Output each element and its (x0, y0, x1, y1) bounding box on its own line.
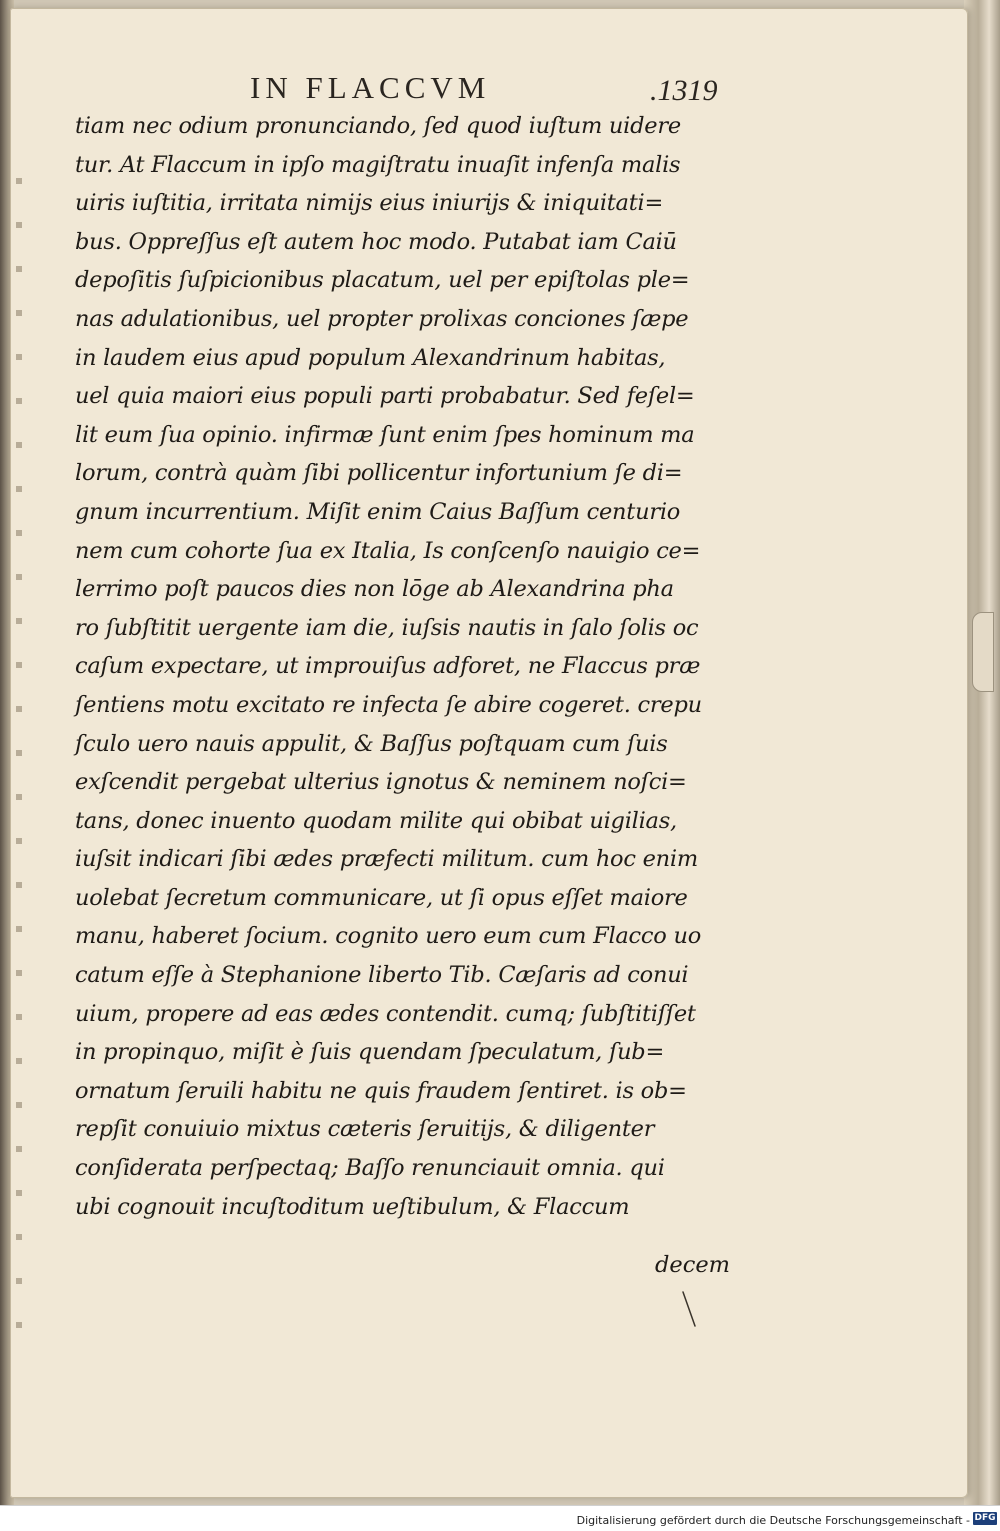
running-head: IN FLACCVM (250, 70, 491, 105)
page-tab-marker (972, 612, 994, 692)
text-line: in propinquo, miſit è ſuis quendam ſpeculatum, ſub= (75, 1039, 665, 1066)
text-line: catum eſſe à Stephanione liberto Tib. Cæſaris ad conui (75, 962, 689, 989)
text-line: ornatum ſeruili habitu ne quis fraudem ſentiret. is ob= (75, 1077, 687, 1104)
body-text (75, 107, 775, 1226)
catchword: decem (655, 1252, 730, 1278)
text-line: exſcendit pergebat ulterius ignotus & neminem noſci= (75, 769, 687, 796)
text-line: ſentiens motu excitato re infecta ſe abire cogeret. crepu (75, 691, 702, 718)
text-line: uium, propere ad eas ædes contendit. cumq; ſubſtitiſſet (75, 1000, 696, 1027)
pen-stroke-mark (680, 1290, 700, 1330)
folio-number: .1319 (650, 74, 718, 107)
text-line: uel quia maiori eius populi parti probabatur. Sed feſel= (75, 383, 695, 410)
dfg-logo-icon: DFG (974, 1513, 996, 1523)
text-line: gnum incurrentium. Miſit enim Caius Baſſum centurio (75, 498, 681, 525)
text-line: nas adulationibus, uel propter prolixas conciones ſæpe (75, 305, 689, 332)
digitization-credit: Digitalisierung gefördert durch die Deutsche Forschungsgemeinschaft - (576, 1514, 970, 1527)
margin-marks (16, 140, 22, 1340)
text-line: uiris iuſtitia, irritata nimijs eius iniurijs & iniquitati= (75, 190, 664, 217)
text-line: nem cum cohorte ſua ex Italia, Is conſcenſo nauigio ce= (75, 537, 701, 564)
page-edges (964, 0, 1000, 1505)
text-line: lerrimo poſt paucos dies non lōge ab Alexandrina pha (75, 576, 674, 603)
text-line: ubi cognouit incuſtoditum ueſtibulum, & Flaccum (75, 1193, 630, 1220)
text-line: lorum, contrà quàm ſibi pollicentur infortunium ſe di= (75, 460, 683, 487)
text-line: conſiderata perſpectaq; Baſſo renunciauit omnia. qui (75, 1155, 665, 1182)
text-line: uolebat ſecretum communicare, ut ſi opus eſſet maiore (75, 884, 688, 911)
text-line: caſum expectare, ut improuiſus adforet, ne Flaccus præ (75, 653, 701, 680)
text-line: repſit conuiuio mixtus cæteris ſeruitijs, & diligenter (75, 1116, 655, 1143)
text-line: manu, haberet ſocium. cognito uero eum cum Flacco uo (75, 923, 701, 950)
text-line: in laudem eius apud populum Alexandrinum habitas, (75, 344, 666, 371)
text-line: lit eum ſua opinio. infirmæ ſunt enim ſpes hominum ma (75, 421, 695, 448)
text-line: tur. At Flaccum in ipſo magiſtratu inuaſit infenſa malis (75, 151, 681, 178)
text-line: depoſitis ſuſpicionibus placatum, uel per epiſtolas ple= (75, 267, 690, 294)
text-line: ſculo uero nauis appulit, & Baſſus poſtquam cum ſuis (75, 730, 668, 757)
text-line: iuſsit indicari ſibi ædes præfecti militum. cum hoc enim (75, 846, 698, 873)
text-line: tiam nec odium pronunciando, ſed quod iuſtum uidere (75, 113, 681, 139)
text-line: tans, donec inuento quodam milite qui obibat uigilias, (75, 807, 677, 834)
text-line: bus. Oppreſſus eſt autem hoc modo. Putabat iam Caiū (75, 228, 677, 255)
text-line: ro ſubſtitit uergente iam die, iuſsis nautis in ſalo ſolis oc (75, 614, 699, 641)
